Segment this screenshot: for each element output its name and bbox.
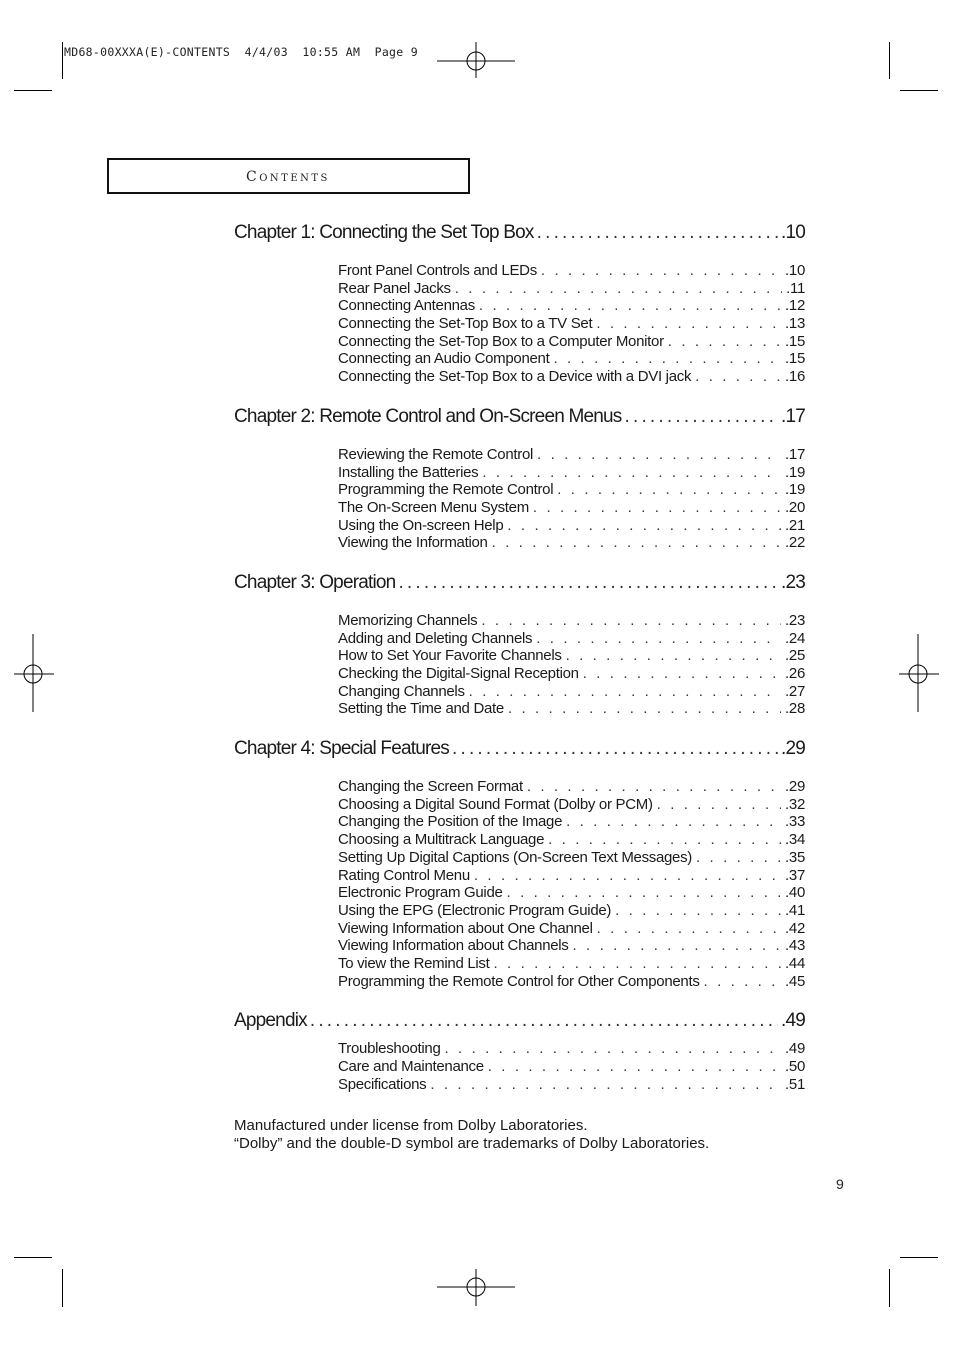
entry-page: .15 [785,332,805,350]
entry-title: Setting the Time and Date [338,700,504,718]
dot-leader [310,1010,778,1032]
chapter-heading[interactable] [234,1010,805,1040]
entry-title: Using the On-screen Help [338,516,504,534]
toc-entry[interactable] [338,368,805,386]
entry-title: Adding and Deleting Channels [338,629,533,647]
entry-title: Using the EPG (Electronic Program Guide) [338,901,612,919]
toc-section [234,222,805,386]
entry-title: Programming the Remote Control [338,481,554,499]
toc-entry[interactable] [338,1058,805,1076]
entry-title: Connecting Antennas [338,297,475,315]
toc-entry[interactable] [338,499,805,517]
toc-entry[interactable] [338,350,805,368]
dot-leader [494,955,782,972]
entry-title: Connecting the Set-Top Box to a Device with a DVI jack [338,368,692,386]
entry-page: .50 [785,1058,805,1075]
dot-leader [573,937,782,954]
dot-leader [557,481,781,498]
entry-page: .19 [785,463,805,481]
entry-page: .22 [785,534,805,552]
toc-entry[interactable] [338,937,805,955]
toc-entry[interactable] [338,333,805,351]
dot-leader [527,778,781,795]
toc-entry[interactable] [338,813,805,831]
entry-title: Choosing a Digital Sound Format (Dolby or PCM) [338,795,653,813]
entry-page: .40 [785,884,805,902]
entry-title: Installing the Batteries [338,463,479,481]
entry-list [338,1040,805,1093]
dot-leader [597,920,781,937]
dot-leader [537,222,778,244]
toc-entry[interactable] [338,446,805,464]
dot-leader [536,630,781,647]
chapter-page: .29 [780,738,805,760]
dot-leader [553,350,781,367]
toc-entry[interactable] [338,481,805,499]
entry-title: Viewing Information about Channels [338,937,569,955]
entry-page: .16 [785,368,805,386]
entry-page: .28 [785,700,805,718]
entry-title: To view the Remind List [338,954,490,972]
toc-entry[interactable] [338,630,805,648]
entry-title: Setting Up Digital Captions (On-Screen Text Messages) [338,848,692,866]
entry-page: .13 [785,315,805,333]
toc-entry[interactable] [338,902,805,920]
toc-entry[interactable] [338,534,805,552]
entry-title: Electronic Program Guide [338,884,503,902]
toc-entry[interactable] [338,315,805,333]
entry-page: .23 [785,611,805,629]
entry-page: .17 [785,445,805,463]
dot-leader [452,738,778,760]
page-number: 9 [836,1176,844,1192]
table-of-contents [234,222,805,1113]
dot-leader [492,534,781,551]
registration-mark-bottom [437,1268,517,1308]
entry-title: The On-Screen Menu System [338,498,529,516]
trademark-notice [234,1117,709,1153]
entry-page: .32 [785,795,805,813]
toc-entry[interactable] [338,280,805,298]
entry-page: .15 [785,350,805,368]
chapter-heading[interactable] [234,406,805,436]
page-title: Contents [246,169,330,185]
crop-mark [889,1269,890,1307]
toc-entry[interactable] [338,955,805,973]
crop-mark [900,90,938,91]
toc-entry[interactable] [338,1040,805,1058]
entry-page: .29 [785,778,805,796]
entry-title: Rating Control Menu [338,866,470,884]
toc-entry[interactable] [338,683,805,701]
dot-leader [615,902,781,919]
registration-mark-left [12,634,56,714]
dot-leader [548,831,781,848]
entry-title: Connecting an Audio Component [338,350,550,368]
dot-leader [479,297,781,314]
entry-title: Rear Panel Jacks [338,279,451,297]
dot-leader [481,612,781,629]
chapter-page: .17 [780,405,805,427]
contents-header-box [107,158,470,194]
dot-leader [469,683,781,700]
crop-mark [900,1257,938,1258]
entry-list [338,262,805,386]
dot-leader [704,973,782,990]
entry-page: .51 [785,1075,805,1093]
entry-page: .11 [786,279,805,297]
entry-title: Choosing a Multitrack Language [338,831,545,849]
toc-entry[interactable] [338,1076,805,1094]
entry-page: .33 [785,813,805,831]
dot-leader [533,499,781,516]
toc-section [234,406,805,552]
dot-leader [507,517,781,534]
entry-page: .12 [785,297,805,315]
toc-entry[interactable] [338,262,805,280]
dot-leader [583,665,781,682]
crop-mark [62,42,63,79]
chapter-heading[interactable] [234,222,805,252]
chapter-heading[interactable] [234,572,805,602]
dot-leader [596,315,781,332]
printer-slug: MD68-00XXXA(E)-CONTENTS 4/4/03 10:55 AM Page 9 [64,45,418,59]
chapter-title: Chapter 1: Connecting the Set Top Box [234,222,534,243]
entry-page: .37 [785,866,805,884]
entry-page: .44 [785,954,805,972]
dot-leader [445,1040,782,1057]
entry-title: Troubleshooting [338,1040,441,1058]
entry-page: .34 [785,831,805,849]
crop-mark [889,42,890,79]
toc-section [234,572,805,718]
entry-page: .10 [785,262,805,279]
dot-leader [508,700,781,717]
entry-title: Front Panel Controls and LEDs [338,262,537,279]
toc-entry[interactable] [338,920,805,938]
toc-entry[interactable] [338,297,805,315]
entry-page: .27 [785,682,805,700]
toc-entry[interactable] [338,665,805,683]
trademark-line-1: Manufactured under license from Dolby Laboratories. [234,1117,588,1134]
entry-title: Viewing the Information [338,534,488,552]
dot-leader [398,572,778,594]
entry-page: .20 [785,498,805,516]
chapter-page: .49 [780,1010,805,1032]
entry-title: Changing the Position of the Image [338,813,563,831]
dot-leader [566,647,781,664]
entry-title: How to Set Your Favorite Channels [338,647,562,665]
dot-leader [668,333,781,350]
dot-leader [455,280,782,297]
entry-page: .43 [785,937,805,955]
entry-page: .35 [785,848,805,866]
entry-title: Programming the Remote Control for Other Components [338,972,700,990]
toc-entry[interactable] [338,778,805,796]
dot-leader [488,1058,781,1075]
entry-page: .49 [785,1040,805,1058]
dot-leader [430,1076,781,1093]
entry-title: Changing Channels [338,682,465,700]
entry-title: Changing the Screen Format [338,778,523,796]
crop-mark [62,1269,63,1307]
dot-leader [657,796,781,813]
entry-title: Checking the Digital-Signal Reception [338,665,579,682]
entry-page: .45 [785,972,805,990]
toc-entry[interactable] [338,612,805,630]
entry-title: Viewing Information about One Channel [338,919,593,937]
chapter-title: Chapter 3: Operation [234,571,396,593]
entry-list [338,446,805,552]
dot-leader [566,813,781,830]
dot-leader [507,884,782,901]
entry-page: .41 [785,901,805,919]
crop-mark [14,1257,52,1258]
dot-leader [474,867,781,884]
entry-list [338,778,805,990]
entry-page: .42 [785,919,805,937]
toc-entry[interactable] [338,884,805,902]
chapter-title: Chapter 4: Special Features [234,738,449,760]
toc-entry[interactable] [338,517,805,535]
entry-page: .21 [785,516,805,534]
registration-mark-top [437,40,517,80]
toc-entry[interactable] [338,700,805,718]
dot-leader [541,262,781,279]
toc-section [234,1010,805,1093]
entry-title: Specifications [338,1075,427,1093]
crop-mark [14,90,52,91]
entry-title: Connecting the Set-Top Box to a TV Set [338,315,593,333]
chapter-page: .10 [780,222,805,243]
dot-leader [537,446,781,463]
registration-mark-right [897,634,941,714]
chapter-title: Appendix [234,1010,307,1032]
toc-entry[interactable] [338,849,805,867]
entry-page: .26 [785,665,805,682]
toc-entry[interactable] [338,831,805,849]
dot-leader [482,464,781,481]
entry-title: Memorizing Channels [338,611,478,629]
entry-list [338,612,805,718]
entry-title: Connecting the Set-Top Box to a Computer Monitor [338,332,664,350]
entry-title: Reviewing the Remote Control [338,445,534,463]
entry-page: .24 [785,629,805,647]
entry-title: Care and Maintenance [338,1058,484,1075]
toc-entry[interactable] [338,867,805,885]
dot-leader [695,368,781,385]
dot-leader [696,849,781,866]
toc-entry[interactable] [338,464,805,482]
entry-page: .19 [785,481,805,499]
toc-entry[interactable] [338,796,805,814]
chapter-title: Chapter 2: Remote Control and On-Screen Menus [234,405,622,427]
dot-leader [625,406,778,428]
toc-entry[interactable] [338,973,805,991]
trademark-line-2: “Dolby” and the double-D symbol are trademarks of Dolby Laboratories. [234,1135,710,1152]
toc-entry[interactable] [338,647,805,665]
chapter-page: .23 [780,571,805,593]
toc-section [234,738,805,990]
chapter-heading[interactable] [234,738,805,768]
entry-page: .25 [785,647,805,665]
